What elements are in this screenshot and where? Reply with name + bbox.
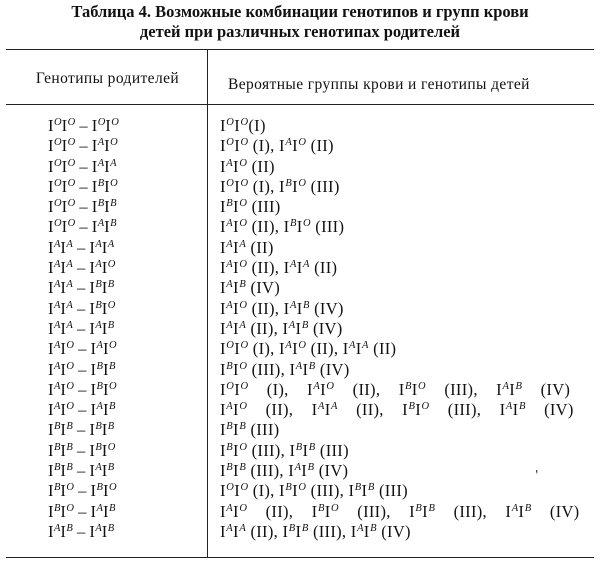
table-bottom-rule xyxy=(6,557,594,558)
parent-genotypes: $I^OI^O - I^AI^O$ xyxy=(48,136,118,156)
child-genotypes: $I^AI^O$ (II), $I^BI^O$ (III), $I^BI^B$ (III), $I^AI^B$ (IV) xyxy=(220,501,580,521)
parent-genotypes: $I^AI^O - I^AI^B$ xyxy=(48,400,116,420)
parent-genotypes: $I^OI^O - I^AI^A$ xyxy=(48,156,117,176)
header-bottom-rule xyxy=(6,104,594,105)
table-row xyxy=(0,461,600,481)
parent-genotypes: $I^AI^O - I^BI^O$ xyxy=(48,379,117,399)
table-row xyxy=(0,177,600,197)
child-genotypes: $I^AI^O$ (II), $I^AI^B$ (IV) xyxy=(220,298,344,318)
parent-genotypes: $I^AI^A - I^BI^O$ xyxy=(48,298,116,318)
table-row xyxy=(0,522,600,542)
child-genotypes: $I^AI^B$ (IV) xyxy=(220,278,281,298)
table-row xyxy=(0,319,600,339)
table-row xyxy=(0,299,600,319)
table-body xyxy=(0,116,600,542)
table-title-line-2: детей при различных генотипах родителей xyxy=(139,22,461,41)
parent-genotypes: $I^AI^A - I^BI^B$ xyxy=(48,278,115,298)
table-row xyxy=(0,502,600,522)
child-genotypes: $I^BI^B$ (III), $I^AI^B$ (IV) xyxy=(220,461,349,481)
parent-genotypes: $I^BI^B - I^BI^B$ xyxy=(48,420,115,440)
child-genotypes: $I^AI^O$ (II), $I^BI^O$ (III) xyxy=(220,217,345,237)
child-genotypes: $I^AI^O$ (II), $I^AI^A$ (II) xyxy=(220,258,338,278)
child-genotypes: $I^OI^O$ (I), $I^BI^O$ (III) xyxy=(220,176,340,196)
table-row xyxy=(0,278,600,298)
table-row xyxy=(0,197,600,217)
table-row xyxy=(0,360,600,380)
child-genotypes: $I^AI^O$ (II), $I^AI^A$ (II), $I^BI^O$ (III), $I^AI^B$ (IV) xyxy=(220,400,574,420)
table-row xyxy=(0,420,600,440)
child-genotypes: $I^BI^O$ (III), $I^BI^B$ (III) xyxy=(220,440,349,460)
table-row xyxy=(0,400,600,420)
parent-genotypes: $I^OI^O - I^BI^O$ xyxy=(48,176,118,196)
parent-genotypes: $I^BI^B - I^BI^O$ xyxy=(48,440,116,460)
stray-mark: ′ xyxy=(534,467,543,484)
parent-genotypes: $I^AI^O - I^AI^O$ xyxy=(48,339,117,359)
child-genotypes: $I^OI^O$ (I), $I^AI^O$ (II), $I^BI^O$ (III), $I^AI^B$ (IV) xyxy=(220,379,571,399)
table-row xyxy=(0,116,600,136)
table-title-line-1: Таблица 4. Возможные комбинации генотипов и групп крови xyxy=(71,2,529,21)
parent-genotypes: $I^AI^A - I^AI^B$ xyxy=(48,318,115,338)
parent-genotypes: $I^AI^B - I^AI^B$ xyxy=(48,521,115,541)
table-row xyxy=(0,157,600,177)
child-genotypes: $I^BI^O$ (III), $I^AI^B$ (IV) xyxy=(220,359,350,379)
child-genotypes: $I^AI^A$ (II) xyxy=(220,237,274,257)
child-genotypes: $I^OI^O$ (I), $I^AI^O$ (II), $I^AI^A$ (II) xyxy=(220,339,397,359)
child-genotypes: $I^OI^O$ (I), $I^AI^O$ (II) xyxy=(220,136,334,156)
child-genotypes: $I^BI^B$ (III) xyxy=(220,420,280,440)
parent-genotypes: $I^BI^O - I^BI^O$ xyxy=(48,481,117,501)
column-header-parents: Генотипы родителей xyxy=(35,70,180,87)
column-header-children: Вероятные группы крови и генотипы детей xyxy=(228,76,530,93)
table-row xyxy=(0,380,600,400)
child-genotypes: $I^OI^O(I)$ xyxy=(220,116,266,135)
table-title xyxy=(0,2,600,42)
parent-genotypes: $I^OI^O - I^AI^B$ xyxy=(48,217,117,237)
table-row xyxy=(0,339,600,359)
parent-genotypes: $I^AI^A - I^AI^O$ xyxy=(48,258,116,278)
table-top-rule xyxy=(6,49,594,50)
table-row xyxy=(0,136,600,156)
child-genotypes: $I^OI^O$ (I), $I^BI^O$ (III), $I^BI^B$ (III) xyxy=(220,481,408,501)
child-genotypes: $I^AI^A$ (II), $I^BI^B$ (III), $I^AI^B$ (IV) xyxy=(220,521,411,541)
table-row xyxy=(0,481,600,501)
table-row xyxy=(0,258,600,278)
child-genotypes: $I^BI^O$ (III) xyxy=(220,197,281,217)
table-row xyxy=(0,238,600,258)
child-genotypes: $I^AI^A$ (II), $I^AI^B$ (IV) xyxy=(220,318,343,338)
parent-genotypes: $I^OI^O - I^OI^O$ xyxy=(48,116,119,135)
parent-genotypes: $I^OI^O - I^BI^B$ xyxy=(48,197,117,217)
parent-genotypes: $I^BI^B - I^AI^B$ xyxy=(48,461,115,481)
parent-genotypes: $I^BI^O - I^AI^B$ xyxy=(48,501,116,521)
table-row xyxy=(0,441,600,461)
child-genotypes: $I^AI^O$ (II) xyxy=(220,156,275,176)
table-row xyxy=(0,217,600,237)
parent-genotypes: $I^AI^O - I^BI^B$ xyxy=(48,359,116,379)
parent-genotypes: $I^AI^A - I^AI^A$ xyxy=(48,237,115,257)
